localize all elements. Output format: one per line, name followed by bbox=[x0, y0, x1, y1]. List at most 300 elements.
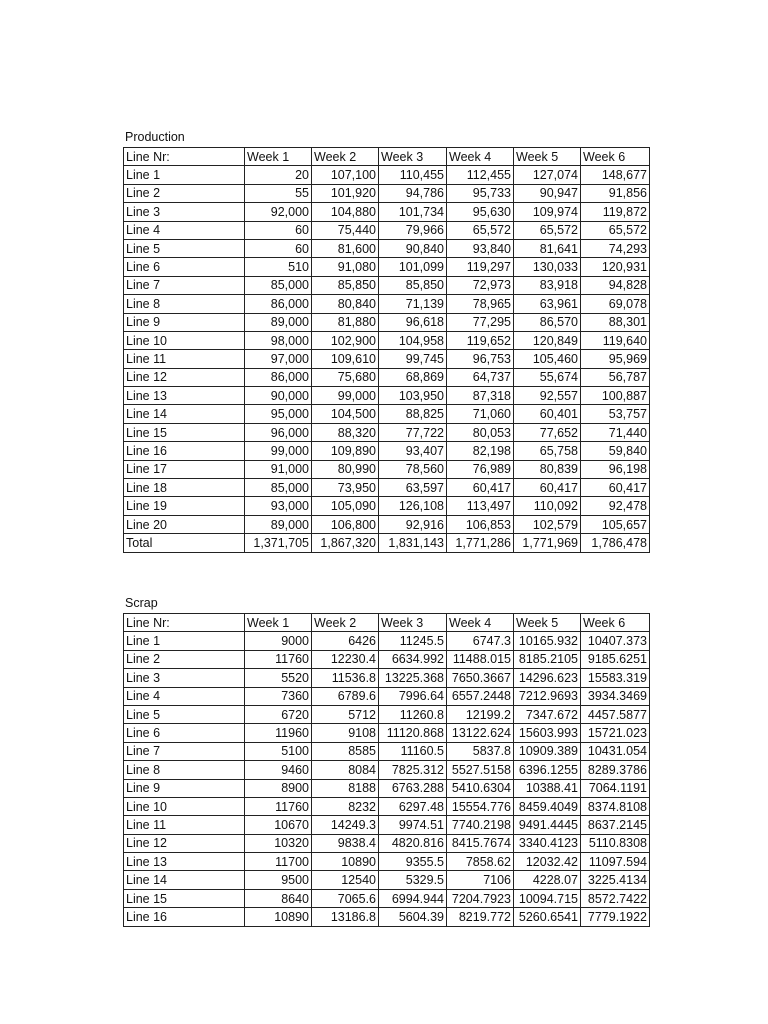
production-cell: 1,831,143 bbox=[379, 534, 447, 552]
production-row-label: Line 10 bbox=[124, 331, 245, 349]
production-cell: 119,297 bbox=[447, 258, 514, 276]
production-table-row bbox=[124, 350, 650, 368]
scrap-cell: 7106 bbox=[447, 871, 514, 889]
scrap-cell: 5604.39 bbox=[379, 908, 447, 926]
production-row-label: Line 4 bbox=[124, 221, 245, 239]
production-cell: 109,610 bbox=[312, 350, 379, 368]
production-cell: 82,198 bbox=[447, 442, 514, 460]
production-cell: 130,033 bbox=[514, 258, 581, 276]
production-cell: 59,840 bbox=[581, 442, 650, 460]
production-table-row bbox=[124, 221, 650, 239]
production-cell: 80,840 bbox=[312, 295, 379, 313]
production-row-label: Line 9 bbox=[124, 313, 245, 331]
scrap-cell: 8084 bbox=[312, 761, 379, 779]
scrap-row-label: Line 14 bbox=[124, 871, 245, 889]
scrap-header-row bbox=[124, 614, 650, 632]
scrap-cell: 10165.932 bbox=[514, 632, 581, 650]
production-cell: 120,849 bbox=[514, 331, 581, 349]
production-cell: 89,000 bbox=[245, 515, 312, 533]
production-table-row bbox=[124, 276, 650, 294]
production-cell: 106,800 bbox=[312, 515, 379, 533]
production-row-label: Line 3 bbox=[124, 203, 245, 221]
scrap-table-row bbox=[124, 908, 650, 926]
production-cell: 71,060 bbox=[447, 405, 514, 423]
production-cell: 77,722 bbox=[379, 423, 447, 441]
production-cell: 86,000 bbox=[245, 295, 312, 313]
production-cell: 91,080 bbox=[312, 258, 379, 276]
production-cell: 90,840 bbox=[379, 239, 447, 257]
production-cell: 102,900 bbox=[312, 331, 379, 349]
production-cell: 80,839 bbox=[514, 460, 581, 478]
scrap-table-row bbox=[124, 724, 650, 742]
scrap-table-row bbox=[124, 742, 650, 760]
production-cell: 65,758 bbox=[514, 442, 581, 460]
production-table-row bbox=[124, 423, 650, 441]
scrap-cell: 11097.594 bbox=[581, 853, 650, 871]
production-cell: 1,771,286 bbox=[447, 534, 514, 552]
scrap-row-label: Line 9 bbox=[124, 779, 245, 797]
scrap-cell: 8572.7422 bbox=[581, 889, 650, 907]
production-cell: 94,828 bbox=[581, 276, 650, 294]
production-cell: 112,455 bbox=[447, 166, 514, 184]
production-cell: 20 bbox=[245, 166, 312, 184]
scrap-cell: 11488.015 bbox=[447, 650, 514, 668]
scrap-cell: 11260.8 bbox=[379, 705, 447, 723]
scrap-table-row bbox=[124, 761, 650, 779]
production-table-row bbox=[124, 313, 650, 331]
scrap-column-header: Week 1 bbox=[245, 614, 312, 632]
production-cell: 107,100 bbox=[312, 166, 379, 184]
scrap-cell: 7204.7923 bbox=[447, 889, 514, 907]
production-cell: 65,572 bbox=[447, 221, 514, 239]
scrap-cell: 5110.8308 bbox=[581, 834, 650, 852]
production-row-label: Total bbox=[124, 534, 245, 552]
production-cell: 88,825 bbox=[379, 405, 447, 423]
scrap-table-row bbox=[124, 797, 650, 815]
production-table-row bbox=[124, 405, 650, 423]
scrap-cell: 11760 bbox=[245, 650, 312, 668]
production-cell: 95,733 bbox=[447, 184, 514, 202]
production-cell: 87,318 bbox=[447, 387, 514, 405]
scrap-cell: 5260.6541 bbox=[514, 908, 581, 926]
production-cell: 72,973 bbox=[447, 276, 514, 294]
production-cell: 56,787 bbox=[581, 368, 650, 386]
production-row-label: Line 1 bbox=[124, 166, 245, 184]
scrap-cell: 7065.6 bbox=[312, 889, 379, 907]
scrap-cell: 8415.7674 bbox=[447, 834, 514, 852]
scrap-cell: 8232 bbox=[312, 797, 379, 815]
production-column-header: Week 5 bbox=[514, 148, 581, 166]
production-table-row bbox=[124, 368, 650, 386]
production-column-header: Week 6 bbox=[581, 148, 650, 166]
production-cell: 92,557 bbox=[514, 387, 581, 405]
scrap-cell: 8900 bbox=[245, 779, 312, 797]
production-cell: 85,850 bbox=[312, 276, 379, 294]
production-cell: 88,320 bbox=[312, 423, 379, 441]
scrap-cell: 4228.07 bbox=[514, 871, 581, 889]
scrap-table-row bbox=[124, 816, 650, 834]
production-header-row bbox=[124, 148, 650, 166]
production-cell: 69,078 bbox=[581, 295, 650, 313]
scrap-column-header: Week 4 bbox=[447, 614, 514, 632]
production-cell: 93,000 bbox=[245, 497, 312, 515]
production-row-label: Line 7 bbox=[124, 276, 245, 294]
production-cell: 92,000 bbox=[245, 203, 312, 221]
production-cell: 60 bbox=[245, 221, 312, 239]
production-table-row bbox=[124, 184, 650, 202]
production-table-row bbox=[124, 166, 650, 184]
production-row-label: Line 6 bbox=[124, 258, 245, 276]
scrap-cell: 15583.319 bbox=[581, 669, 650, 687]
scrap-row-label: Line 15 bbox=[124, 889, 245, 907]
production-column-header: Week 3 bbox=[379, 148, 447, 166]
production-cell: 105,460 bbox=[514, 350, 581, 368]
production-cell: 92,916 bbox=[379, 515, 447, 533]
production-cell: 68,869 bbox=[379, 368, 447, 386]
production-table-row bbox=[124, 239, 650, 257]
production-column-header: Week 4 bbox=[447, 148, 514, 166]
production-cell: 102,579 bbox=[514, 515, 581, 533]
scrap-row-label: Line 1 bbox=[124, 632, 245, 650]
production-cell: 93,407 bbox=[379, 442, 447, 460]
production-table-row bbox=[124, 203, 650, 221]
production-title: Production bbox=[125, 130, 185, 144]
production-cell: 104,500 bbox=[312, 405, 379, 423]
scrap-cell: 9355.5 bbox=[379, 853, 447, 871]
production-cell: 99,000 bbox=[312, 387, 379, 405]
scrap-cell: 4457.5877 bbox=[581, 705, 650, 723]
production-row-label: Line 17 bbox=[124, 460, 245, 478]
production-cell: 81,880 bbox=[312, 313, 379, 331]
scrap-cell: 7858.62 bbox=[447, 853, 514, 871]
production-cell: 88,301 bbox=[581, 313, 650, 331]
production-cell: 119,872 bbox=[581, 203, 650, 221]
production-cell: 96,753 bbox=[447, 350, 514, 368]
production-cell: 96,000 bbox=[245, 423, 312, 441]
production-cell: 86,000 bbox=[245, 368, 312, 386]
production-cell: 75,680 bbox=[312, 368, 379, 386]
production-row-label: Line 12 bbox=[124, 368, 245, 386]
scrap-cell: 8219.772 bbox=[447, 908, 514, 926]
production-column-header: Line Nr: bbox=[124, 148, 245, 166]
scrap-cell: 11536.8 bbox=[312, 669, 379, 687]
scrap-column-header: Week 2 bbox=[312, 614, 379, 632]
scrap-row-label: Line 2 bbox=[124, 650, 245, 668]
production-cell: 113,497 bbox=[447, 497, 514, 515]
production-row-label: Line 11 bbox=[124, 350, 245, 368]
scrap-cell: 11160.5 bbox=[379, 742, 447, 760]
scrap-row-label: Line 8 bbox=[124, 761, 245, 779]
scrap-cell: 7650.3667 bbox=[447, 669, 514, 687]
production-cell: 74,293 bbox=[581, 239, 650, 257]
production-cell: 92,478 bbox=[581, 497, 650, 515]
production-cell: 77,295 bbox=[447, 313, 514, 331]
scrap-cell: 7740.2198 bbox=[447, 816, 514, 834]
production-cell: 85,000 bbox=[245, 479, 312, 497]
scrap-cell: 8585 bbox=[312, 742, 379, 760]
production-cell: 101,099 bbox=[379, 258, 447, 276]
production-column-header: Week 2 bbox=[312, 148, 379, 166]
scrap-cell: 7064.1191 bbox=[581, 779, 650, 797]
scrap-row-label: Line 5 bbox=[124, 705, 245, 723]
scrap-cell: 6763.288 bbox=[379, 779, 447, 797]
production-cell: 60,417 bbox=[514, 479, 581, 497]
scrap-cell: 9974.51 bbox=[379, 816, 447, 834]
scrap-cell: 9185.6251 bbox=[581, 650, 650, 668]
production-cell: 80,990 bbox=[312, 460, 379, 478]
production-table-row bbox=[124, 479, 650, 497]
production-table-row bbox=[124, 387, 650, 405]
scrap-cell: 6557.2448 bbox=[447, 687, 514, 705]
production-row-label: Line 8 bbox=[124, 295, 245, 313]
production-cell: 109,890 bbox=[312, 442, 379, 460]
scrap-cell: 10431.054 bbox=[581, 742, 650, 760]
production-cell: 64,737 bbox=[447, 368, 514, 386]
production-cell: 55 bbox=[245, 184, 312, 202]
production-row-label: Line 15 bbox=[124, 423, 245, 441]
production-cell: 104,880 bbox=[312, 203, 379, 221]
production-cell: 95,630 bbox=[447, 203, 514, 221]
scrap-table-row bbox=[124, 705, 650, 723]
production-cell: 93,840 bbox=[447, 239, 514, 257]
scrap-row-label: Line 13 bbox=[124, 853, 245, 871]
production-cell: 90,000 bbox=[245, 387, 312, 405]
production-cell: 148,677 bbox=[581, 166, 650, 184]
scrap-cell: 6426 bbox=[312, 632, 379, 650]
production-table-row bbox=[124, 497, 650, 515]
scrap-cell: 8640 bbox=[245, 889, 312, 907]
scrap-cell: 5100 bbox=[245, 742, 312, 760]
scrap-cell: 8289.3786 bbox=[581, 761, 650, 779]
production-table-row bbox=[124, 534, 650, 552]
scrap-cell: 6297.48 bbox=[379, 797, 447, 815]
production-cell: 85,000 bbox=[245, 276, 312, 294]
scrap-cell: 11760 bbox=[245, 797, 312, 815]
scrap-cell: 9500 bbox=[245, 871, 312, 889]
production-cell: 86,570 bbox=[514, 313, 581, 331]
scrap-column-header: Line Nr: bbox=[124, 614, 245, 632]
scrap-row-label: Line 16 bbox=[124, 908, 245, 926]
scrap-cell: 14296.623 bbox=[514, 669, 581, 687]
production-cell: 1,771,969 bbox=[514, 534, 581, 552]
scrap-row-label: Line 7 bbox=[124, 742, 245, 760]
production-cell: 97,000 bbox=[245, 350, 312, 368]
scrap-cell: 7779.1922 bbox=[581, 908, 650, 926]
scrap-cell: 15603.993 bbox=[514, 724, 581, 742]
scrap-cell: 9491.4445 bbox=[514, 816, 581, 834]
scrap-cell: 6789.6 bbox=[312, 687, 379, 705]
scrap-cell: 12032.42 bbox=[514, 853, 581, 871]
production-cell: 81,641 bbox=[514, 239, 581, 257]
scrap-cell: 12230.4 bbox=[312, 650, 379, 668]
production-cell: 75,440 bbox=[312, 221, 379, 239]
production-cell: 89,000 bbox=[245, 313, 312, 331]
production-cell: 77,652 bbox=[514, 423, 581, 441]
production-cell: 91,000 bbox=[245, 460, 312, 478]
scrap-cell: 12540 bbox=[312, 871, 379, 889]
scrap-cell: 3225.4134 bbox=[581, 871, 650, 889]
scrap-cell: 10890 bbox=[245, 908, 312, 926]
production-cell: 78,560 bbox=[379, 460, 447, 478]
production-table-row bbox=[124, 258, 650, 276]
scrap-row-label: Line 3 bbox=[124, 669, 245, 687]
production-cell: 96,198 bbox=[581, 460, 650, 478]
scrap-table-row bbox=[124, 889, 650, 907]
production-cell: 60,417 bbox=[447, 479, 514, 497]
scrap-cell: 6720 bbox=[245, 705, 312, 723]
scrap-cell: 3934.3469 bbox=[581, 687, 650, 705]
production-cell: 119,652 bbox=[447, 331, 514, 349]
production-row-label: Line 16 bbox=[124, 442, 245, 460]
production-cell: 63,961 bbox=[514, 295, 581, 313]
scrap-column-header: Week 6 bbox=[581, 614, 650, 632]
scrap-cell: 12199.2 bbox=[447, 705, 514, 723]
production-cell: 60 bbox=[245, 239, 312, 257]
production-cell: 105,657 bbox=[581, 515, 650, 533]
production-cell: 95,000 bbox=[245, 405, 312, 423]
production-row-label: Line 14 bbox=[124, 405, 245, 423]
scrap-cell: 10388.41 bbox=[514, 779, 581, 797]
production-cell: 110,455 bbox=[379, 166, 447, 184]
production-cell: 100,887 bbox=[581, 387, 650, 405]
scrap-cell: 10320 bbox=[245, 834, 312, 852]
production-cell: 63,597 bbox=[379, 479, 447, 497]
scrap-cell: 10670 bbox=[245, 816, 312, 834]
production-cell: 53,757 bbox=[581, 405, 650, 423]
production-row-label: Line 18 bbox=[124, 479, 245, 497]
production-cell: 60,401 bbox=[514, 405, 581, 423]
scrap-cell: 8637.2145 bbox=[581, 816, 650, 834]
production-cell: 94,786 bbox=[379, 184, 447, 202]
scrap-cell: 10890 bbox=[312, 853, 379, 871]
scrap-table bbox=[123, 613, 650, 927]
scrap-cell: 5712 bbox=[312, 705, 379, 723]
production-row-label: Line 5 bbox=[124, 239, 245, 257]
scrap-cell: 6396.1255 bbox=[514, 761, 581, 779]
production-table-row bbox=[124, 331, 650, 349]
scrap-cell: 4820.816 bbox=[379, 834, 447, 852]
scrap-cell: 5520 bbox=[245, 669, 312, 687]
production-cell: 120,931 bbox=[581, 258, 650, 276]
production-cell: 99,745 bbox=[379, 350, 447, 368]
scrap-row-label: Line 6 bbox=[124, 724, 245, 742]
scrap-table-row bbox=[124, 871, 650, 889]
scrap-table-row bbox=[124, 853, 650, 871]
scrap-cell: 5410.6304 bbox=[447, 779, 514, 797]
production-row-label: Line 19 bbox=[124, 497, 245, 515]
scrap-title: Scrap bbox=[125, 596, 158, 610]
production-cell: 85,850 bbox=[379, 276, 447, 294]
production-cell: 104,958 bbox=[379, 331, 447, 349]
production-cell: 71,440 bbox=[581, 423, 650, 441]
production-cell: 101,920 bbox=[312, 184, 379, 202]
production-table-row bbox=[124, 295, 650, 313]
production-table-row bbox=[124, 442, 650, 460]
production-cell: 106,853 bbox=[447, 515, 514, 533]
scrap-cell: 9108 bbox=[312, 724, 379, 742]
production-cell: 79,966 bbox=[379, 221, 447, 239]
scrap-cell: 10407.373 bbox=[581, 632, 650, 650]
production-cell: 1,371,705 bbox=[245, 534, 312, 552]
scrap-table-row bbox=[124, 650, 650, 668]
production-cell: 99,000 bbox=[245, 442, 312, 460]
scrap-cell: 13225.368 bbox=[379, 669, 447, 687]
scrap-table-row bbox=[124, 779, 650, 797]
scrap-cell: 5329.5 bbox=[379, 871, 447, 889]
production-cell: 65,572 bbox=[581, 221, 650, 239]
scrap-cell: 9460 bbox=[245, 761, 312, 779]
production-cell: 80,053 bbox=[447, 423, 514, 441]
production-row-label: Line 20 bbox=[124, 515, 245, 533]
production-column-header: Week 1 bbox=[245, 148, 312, 166]
scrap-cell: 5837.8 bbox=[447, 742, 514, 760]
scrap-cell: 5527.5158 bbox=[447, 761, 514, 779]
scrap-cell: 11700 bbox=[245, 853, 312, 871]
scrap-column-header: Week 3 bbox=[379, 614, 447, 632]
scrap-cell: 7212.9693 bbox=[514, 687, 581, 705]
production-table-row bbox=[124, 515, 650, 533]
scrap-cell: 13122.624 bbox=[447, 724, 514, 742]
scrap-cell: 10909.389 bbox=[514, 742, 581, 760]
production-cell: 83,918 bbox=[514, 276, 581, 294]
scrap-cell: 8459.4049 bbox=[514, 797, 581, 815]
scrap-cell: 15554.776 bbox=[447, 797, 514, 815]
scrap-cell: 7996.64 bbox=[379, 687, 447, 705]
scrap-cell: 3340.4123 bbox=[514, 834, 581, 852]
scrap-cell: 7347.672 bbox=[514, 705, 581, 723]
production-cell: 81,600 bbox=[312, 239, 379, 257]
production-cell: 119,640 bbox=[581, 331, 650, 349]
production-cell: 65,572 bbox=[514, 221, 581, 239]
scrap-row-label: Line 4 bbox=[124, 687, 245, 705]
production-cell: 76,989 bbox=[447, 460, 514, 478]
scrap-cell: 11245.5 bbox=[379, 632, 447, 650]
scrap-cell: 11120.868 bbox=[379, 724, 447, 742]
production-cell: 78,965 bbox=[447, 295, 514, 313]
scrap-cell: 8185.2105 bbox=[514, 650, 581, 668]
production-cell: 95,969 bbox=[581, 350, 650, 368]
production-cell: 1,786,478 bbox=[581, 534, 650, 552]
scrap-table-row bbox=[124, 632, 650, 650]
production-cell: 60,417 bbox=[581, 479, 650, 497]
scrap-cell: 8188 bbox=[312, 779, 379, 797]
scrap-table-row bbox=[124, 687, 650, 705]
production-cell: 109,974 bbox=[514, 203, 581, 221]
production-cell: 127,074 bbox=[514, 166, 581, 184]
production-cell: 98,000 bbox=[245, 331, 312, 349]
scrap-cell: 13186.8 bbox=[312, 908, 379, 926]
production-cell: 103,950 bbox=[379, 387, 447, 405]
scrap-table-row bbox=[124, 834, 650, 852]
production-row-label: Line 13 bbox=[124, 387, 245, 405]
scrap-table-row bbox=[124, 669, 650, 687]
scrap-cell: 9000 bbox=[245, 632, 312, 650]
production-cell: 71,139 bbox=[379, 295, 447, 313]
scrap-cell: 15721.023 bbox=[581, 724, 650, 742]
scrap-cell: 10094.715 bbox=[514, 889, 581, 907]
production-cell: 101,734 bbox=[379, 203, 447, 221]
production-cell: 90,947 bbox=[514, 184, 581, 202]
production-cell: 1,867,320 bbox=[312, 534, 379, 552]
scrap-cell: 11960 bbox=[245, 724, 312, 742]
scrap-row-label: Line 11 bbox=[124, 816, 245, 834]
production-cell: 73,950 bbox=[312, 479, 379, 497]
scrap-cell: 14249.3 bbox=[312, 816, 379, 834]
production-cell: 91,856 bbox=[581, 184, 650, 202]
production-table bbox=[123, 147, 650, 553]
production-cell: 105,090 bbox=[312, 497, 379, 515]
scrap-cell: 6634.992 bbox=[379, 650, 447, 668]
